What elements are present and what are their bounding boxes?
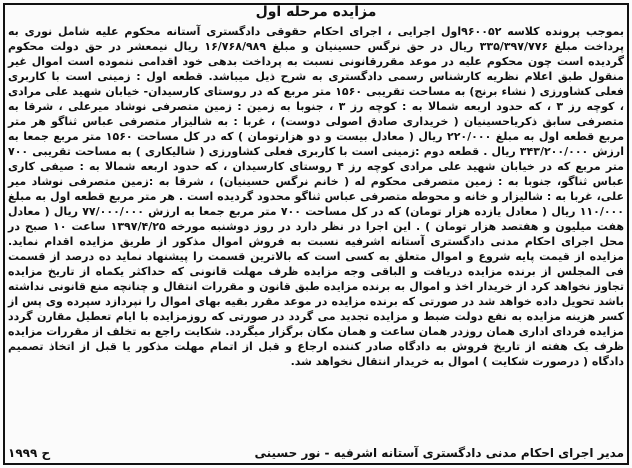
footer-signature: مدیر اجرای احکام مدنی دادگستری آستانه اشرفیه - نور حسینی	[254, 446, 624, 460]
notice-title: مزایده مرحله اول	[255, 4, 377, 20]
footer-code: ح ۱۹۹۹	[8, 446, 51, 460]
notice-footer	[8, 444, 624, 462]
notice-body: بموجب پرونده کلاسه ۹۶۰۰۵۲اول اجرایی ، اجرای احکام حقوقی دادگستری آستانه محکوم علیه شامل نوری به پرداخت مبلغ ۳۳۵/۳۹۷/۷۷۶ ریال در حق نرگس حسینیان و مبلغ ۱۶/۷۶۸/۹۸۹ ریال نیمعشر در حق دولت محکوم گردیده است چون محکوم علیه در موعد مقررقانونی نسبت به پرداخت بدهی خود اقدامی ننموده است اموال غیر منقول طبق اعلام نظریه کارشناس رسمی دادگستری به شرح ذیل میباشد. قطعه اول : زمینی است با کاربری فعلی کشاورزی ( نشاء برنج) به مساحت تقریبی ۱۵۶۰ متر مربع که در روستای کارسیدان- خیابان شهید علی مرادی ، کوچه رز ۳ ، که حدود اربعه شمالا به : کوچه رز ۳ ، جنوبا به زمین : زمین متصرفی نوشاد میرعلی ، شرقا به متصرفی سابق ذکریاحسینیان ( خریداری صادق اصولی دوست) ، غربا : به شالیزار متصرفی عباس ثناگو هر متر مربع قطعه اول به مبلغ ۲۲۰/۰۰۰ ریال ( معادل بیست و دو هزارتومان ) که در کل مساحت ۱۵۶۰ متر مربع جمعا به ارزش ۳۴۳/۲۰۰/۰۰۰ ریال . قطعه دوم :زمینی است با کاربری فعلی کشاورزی ( شالیکاری ) به مساحت تقریبی ۷۰۰ متر مربع که در خیابان شهید علی مرادی کوچه رز ۴ روستای کارسیدان ، که حدود اربعه شمالا به : صیفی کاری عباس ثناگو، جنوبا به : زمین متصرفی محکوم له ( خانم نرگس حسینیان) ، شرقا به :زمین متصرفی نوشاد میر علی، غربا به : شالیزار و خانه و محوطه متصرفی عباس ثناگو محدود گردیده است . هر متر مربع قطعه اول به مبلغ ۱۱۰/۰۰۰ ریال ( معادل یازده هزار تومان) که در کل مساحت ۷۰۰ متر مربع جمعا به ارزش ۷۷/۰۰۰/۰۰۰ ریال ( معادل هفت میلیون و هفتصد هزار تومان ) . این اجرا در نظر دارد در روز دوشنبه مورخه ۱۳۹۷/۴/۲۵ ساعت ۱۰ صبح در محل اجرای احکام مدنی دادگستری آستانه اشرفیه نسبت به فروش اموال مذکور از طریق مزایده اقدام نماید. مزایده از قیمت پایه شروع و اموال متعلق به کسی است که بالاترین قسمت را پیشنهاد نماید ده درصد از قسمت فی المجلس از برنده مزایده دریافت و الباقی وجه مزایده ظرف مهلت قانونی که حداکثر یکماه از تاریخ مزایده تجاوز نخواهد کرد از خریدار اخذ و اموال به برنده مزایده طبق قانون و مقررات انتقال و چنانچه منع قانونی نداشته باشد تحویل داده خواهد شد در صورتی که برنده مزایده در موعد مقرر بقیه بهای اموال را نپردازد سپرده وی پس از کسر هزینه مزایده به نفع دولت ضبط و مزایده تجدید می گردد در صورتی که روزمزایده با ایام تعطیل مقارن گردد مزایده فردای اداری همان روزدر همان ساعت و همان مکان برگزار میگردد. شکایت راجع به تخلف از مقررات مزایده ظرف یک هفته از تاریخ فروش به دادگاه صادر کننده ارجاع و قبل از اتمام مهلت مذکور یا قبل از اتخاذ تصمیم دادگاه ( درصورت شکایت ) اموال به خریدار انتقال نخواهد شد.	[8, 25, 625, 368]
